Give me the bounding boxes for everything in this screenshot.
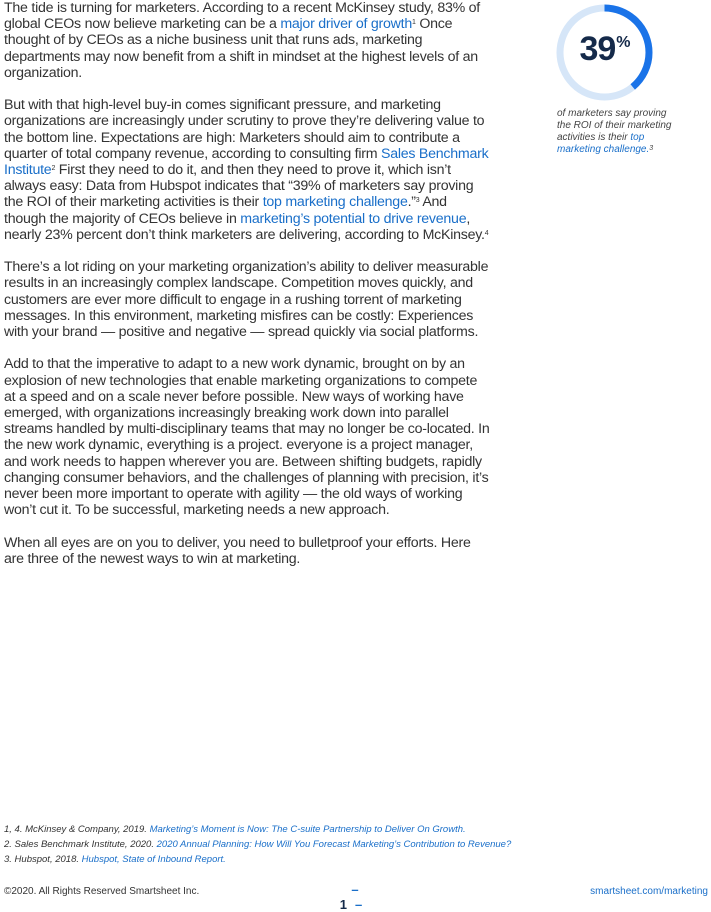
footnote-1: 1, 4. McKinsey & Company, 2019. Marketing’s Moment is Now: The C-suite Partnership to Deliver On Growth. [4,824,466,835]
link-major-driver-of-growth[interactable]: major driver of growth [280,16,413,33]
footnote-2: 2. Sales Benchmark Institute, 2020. 2020 Annual Planning: How Will You Forecast Marketing’s Contribution to Revenue? [4,839,512,850]
footnote-3: 3. Hubspot, 2018. Hubspot, State of Inbound Report. [4,854,226,865]
paragraph-3: There’s a lot riding on your marketing organization’s ability to deliver measurable results in an increasingly complex landscape. Competition moves quickly, and customers are ever more difficult to engage in a rushing torrent of marketing messages. In this environment, marketing misfires can be costly: Experiences with your brand — positive and negative — spread quickly via social platforms. [4,259,489,341]
paragraph-5: When all eyes are on you to deliver, you need to bulletproof your efforts. Here are three of the newest ways to win at marketing. [4,534,471,567]
footnote-link-sbi[interactable]: 2020 Annual Planning: How Will You Forecast Marketing’s Contribution to Revenue? [156,839,512,850]
footnotes [4,822,564,867]
footnote-link-mckinsey[interactable]: Marketing’s Moment is Now: The C-suite Partnership to Deliver On Growth. [149,824,466,835]
paragraph-1: The tide is turning for marketers. According to a recent McKinsey study, 83% of global CEOs now believe marketing can be a major driver of growth$^1$ Once thought of by CEOs as a niche business unit that runs ads, marketing departments may now benefit from a shift in mindset at the highest levels of an organization. [4,0,480,81]
footnote-link-hubspot[interactable]: Hubspot, State of Inbound Report. [81,854,226,865]
link-top-marketing-challenge-caption[interactable]: top marketing challenge. [557,132,650,155]
stat-value: 39% [579,30,630,68]
footnote-ref: 3 [649,145,654,152]
page-dash-right: – [355,897,363,912]
link-marketing-potential[interactable]: marketing’s potential to drive revenue [240,210,467,227]
footer-url-link[interactable]: smartsheet.com/marketing [590,886,708,897]
page-number: –1 – [339,882,363,912]
page-dash-left: – [351,882,359,897]
stat-caption: of marketers say proving the ROI of their marketing activities is their top marketing challenge.$^3$ [557,108,672,155]
stat-unit: % [616,34,630,51]
footer-copyright: ©2020. All Rights Reserved Smartsheet Inc. [4,886,200,897]
link-top-marketing-challenge[interactable]: top marketing challenge [262,194,408,211]
article-body [4,0,490,583]
paragraph-2: But with that high-level buy-in comes significant pressure, and marketing organizations are increasingly under scrutiny to prove they’re delivering value to the bottom line. Expectations are high: Marketers should aim to contribute a quarter of total company revenue, according to consulting firm Sales Benchmark Institute$^2$ First they need to do it, and then they need to prove it, which isn’t always easy: Data from Hubspot indicates that “39% of marketers say proving the ROI of their marketing activities is their top marketing challenge.”$^3$ And though the majority of CEOs believe in marketing’s potential to drive revenue, nearly 23% percent don’t think marketers are delivering, according to McKinsey.$^4$ [4,97,489,243]
footnote-ref: 4 [484,229,489,237]
link-sales-benchmark-institute[interactable]: Sales Benchmark Institute [4,145,489,179]
footnote-ref: 1 [412,19,416,27]
footnote-ref: 2 [51,165,56,173]
paragraph-4: Add to that the imperative to adapt to a new work dynamic, brought on by an explosion of new technologies that enable marketing organizations to compete at a speed and on a scale never before possible. New ways of working have emerged, with organizations increasingly breaking work down into parallel streams handled by multi-disciplinary teams that may no longer be co-located. In the new work dynamic, everything is a project. everyone is a project manager, and work needs to happen wherever you are. Between shifting budgets, rapidly changing consumer behaviors, and the challenges of planning with precision, it’s never been more important to operate with agility — the old ways of working won’t cut it. To be successful, marketing needs a new approach. [4,356,490,519]
footnote-ref: 3 [415,197,420,205]
